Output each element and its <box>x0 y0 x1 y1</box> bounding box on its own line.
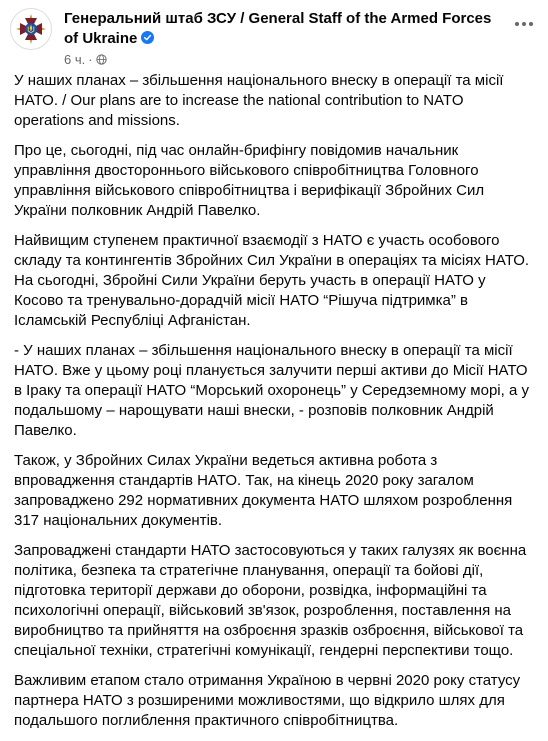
post-paragraph: Також, у Збройних Силах України ведеться активна робота з впровадження стандартів НАТО. Так, на кінець 2020 року загалом запроваджено 292 нормативних документа НАТО шляхом розроблення 317 національних документів. <box>14 452 513 529</box>
author-name[interactable] <box>64 9 504 49</box>
post-paragraph: Важливим етапом стало отримання Україною в червні 2020 року статусу партнера НАТО з розширеними можливостями, що відкрило шлях для подальшого поглиблення практичного співробітництва. <box>14 672 521 729</box>
emblem-icon[interactable] <box>10 8 52 50</box>
post-timestamp[interactable]: 6 ч. <box>64 52 86 67</box>
more-options-icon[interactable] <box>510 14 538 34</box>
post-paragraph: У наших планах – збільшення національного внеску в операції та місії НАТО. / Our plans are to increase the national contribution to NATO operations and missions. <box>14 72 504 129</box>
post-paragraph: Запроваджені стандарти НАТО застосовуються у таких галузях як воєнна політика, безпека та стратегічне планування, операції та бойові дії, підготовка території держави до оборони, розвідка, інформаційні та психологічні операції, військовий зв'язок, розроблення, поставлення на виробництво та прийняття на озброєння зразків озброєння, військової та спеціальної техніки, стратегічні комунікації, гендерні перспективи тощо. <box>14 542 527 659</box>
author-name-text[interactable]: Генеральний штаб ЗСУ / General Staff of the Armed Forces of Ukraine <box>64 10 492 47</box>
post-body <box>14 71 534 741</box>
more-dot <box>522 22 526 26</box>
post-paragraph: - У наших планах – збільшення національного внеску в операції та місії НАТО. Вже у цьому році планується залучити перші активи до Місії НАТО в Іраку та операції НАТО “Морський охоронець” у Середземному морі, а у подальшому – нарощувати наші внески, - розповів полковник Андрій Павелко. <box>14 342 529 439</box>
more-dot <box>515 22 519 26</box>
post-paragraph: Найвищим ступенем практичної взаємодії з НАТО є участь особового складу та контингентів Збройних Сил України в операціях та місіях НАТО. На сьогодні, Збройні Сили України беруть участь в операції НАТО у Косово та тренувально-дорадчій місії НАТО “Рішуча підтримка” в Ісламській Республіці Афганістан. <box>14 232 530 329</box>
globe-icon[interactable] <box>96 54 107 65</box>
post-meta <box>64 52 107 68</box>
meta-separator: · <box>88 52 93 67</box>
verified-badge-icon <box>141 31 154 44</box>
post-paragraph: Про це, сьогодні, під час онлайн-брифінгу повідомив начальник управління двостороннього військового співробітництва Головного управління військового співробітництва і верифікації Збройних Сил України полковник Андрій Павелко. <box>14 142 485 219</box>
more-dot <box>529 22 533 26</box>
post-header <box>10 8 538 68</box>
